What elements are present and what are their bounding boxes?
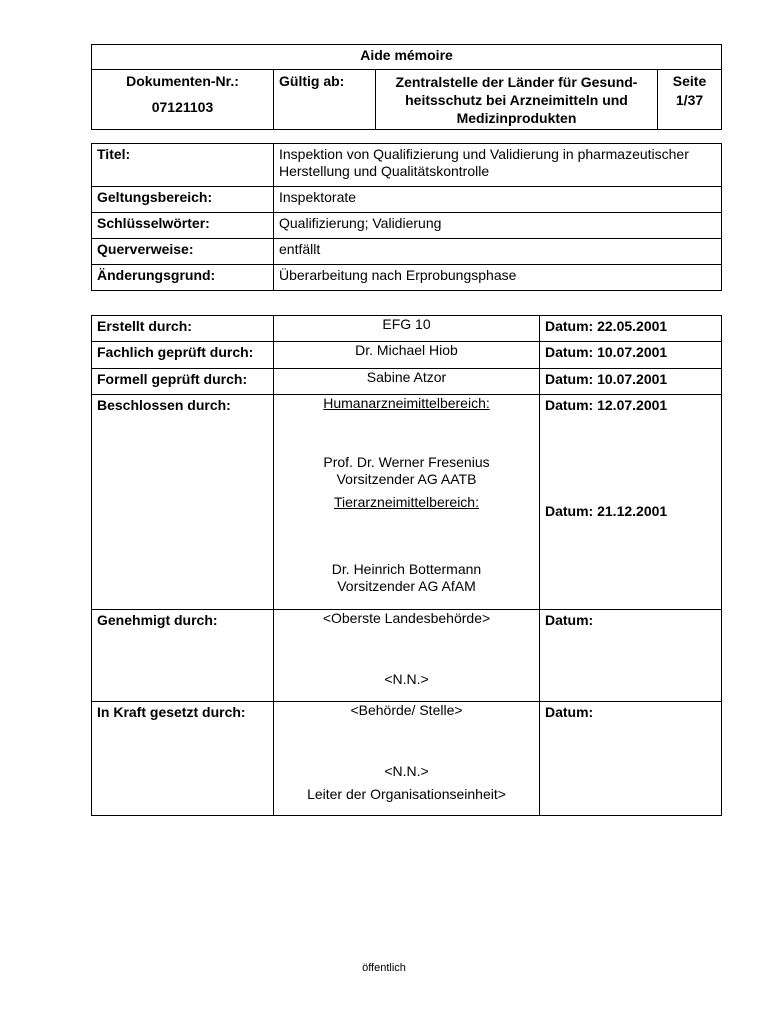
title-line-1: Inspektion von Qualifizierung und Validierung in pharmazeutischer: [279, 146, 689, 162]
approval-row-formal: [92, 369, 722, 395]
approvals-table: [91, 315, 722, 816]
approval-row-created: [92, 316, 722, 342]
page-number: 1/37: [675, 92, 704, 108]
approval-decided-dates: [540, 395, 722, 610]
meta-table: [91, 143, 722, 291]
approval-date: Datum: 10.07.2001: [540, 342, 722, 369]
approval-label: Fachlich geprüft durch:: [92, 342, 274, 369]
human-medicine-name: Prof. Dr. Werner Fresenius: [323, 454, 490, 470]
doc-number-label: Dokumenten-Nr.:: [126, 73, 239, 89]
human-medicine-role: Vorsitzender AG AATB: [336, 471, 477, 487]
approval-label: Genehmigt durch:: [92, 610, 274, 702]
meta-label: Änderungsgrund:: [92, 265, 274, 291]
enacted-authority: <Behörde/ Stelle>: [350, 702, 463, 718]
page-cell: [658, 70, 722, 130]
approval-label: Erstellt durch:: [92, 316, 274, 342]
decided-date-1: Datum: 12.07.2001: [545, 397, 668, 413]
approval-row-technical: [92, 342, 722, 369]
vet-medicine-role: Vorsitzender AG AfAM: [337, 578, 476, 594]
approval-label: In Kraft gesetzt durch:: [92, 702, 274, 816]
authority-line-2: heitsschutz bei Arzneimitteln und: [405, 92, 628, 108]
enacted-nn: <N.N.>: [384, 763, 429, 779]
valid-from-label: Gültig ab:: [279, 73, 345, 89]
authority-line-3: Medizinprodukten: [456, 110, 577, 126]
header-table: [91, 44, 722, 130]
approved-authority: <Oberste Landesbehörde>: [322, 610, 491, 626]
approval-who: Dr. Michael Hiob: [274, 342, 540, 369]
decided-date-2: Datum: 21.12.2001: [545, 503, 668, 519]
approval-who: Sabine Atzor: [274, 369, 540, 395]
approval-date: Datum:: [540, 702, 722, 816]
page-label: Seite: [672, 73, 707, 89]
authority-cell: [376, 70, 658, 130]
meta-value: [274, 144, 722, 187]
approval-date: Datum: 10.07.2001: [540, 369, 722, 395]
approval-row-enacted: [92, 702, 722, 816]
meta-row-scope: [92, 187, 722, 213]
vet-medicine-name: Dr. Heinrich Bottermann: [331, 561, 482, 577]
title-line-2: Herstellung und Qualitätskontrolle: [279, 163, 490, 179]
meta-row-change-reason: [92, 265, 722, 291]
doc-number-value: 07121103: [151, 99, 214, 115]
meta-label: Geltungsbereich:: [92, 187, 274, 213]
meta-row-title: [92, 144, 722, 187]
approval-who: EFG 10: [274, 316, 540, 342]
approval-approved-cell: [274, 610, 540, 702]
vet-medicine-section: Tierarzneimittelbereich:: [334, 494, 479, 510]
doc-number-cell: [92, 70, 274, 130]
approval-date: Datum:: [540, 610, 722, 702]
approved-nn: <N.N.>: [384, 671, 429, 687]
approval-label: Beschlossen durch:: [92, 395, 274, 610]
meta-row-keywords: [92, 213, 722, 239]
meta-value: entfällt: [274, 239, 722, 265]
approval-label: Formell geprüft durch:: [92, 369, 274, 395]
approval-row-approved: [92, 610, 722, 702]
approval-enacted-cell: [274, 702, 540, 816]
meta-label: Schlüsselwörter:: [92, 213, 274, 239]
meta-value: Inspektorate: [274, 187, 722, 213]
meta-label: Titel:: [92, 144, 274, 187]
meta-row-crossrefs: [92, 239, 722, 265]
enacted-role: Leiter der Organisationseinheit>: [307, 786, 506, 802]
authority-line-1: Zentralstelle der Länder für Gesund-: [395, 74, 638, 90]
meta-label: Querverweise:: [92, 239, 274, 265]
document-type-title: Aide mémoire: [92, 45, 722, 70]
meta-value: Qualifizierung; Validierung: [274, 213, 722, 239]
human-medicine-section: Humanarzneimittelbereich:: [323, 395, 490, 411]
approval-row-decided: [92, 395, 722, 610]
valid-from-cell: [274, 70, 376, 130]
classification-footer: öffentlich: [362, 962, 406, 974]
approval-decided-cell: [274, 395, 540, 610]
meta-value: Überarbeitung nach Erprobungsphase: [274, 265, 722, 291]
approval-date: Datum: 22.05.2001: [540, 316, 722, 342]
